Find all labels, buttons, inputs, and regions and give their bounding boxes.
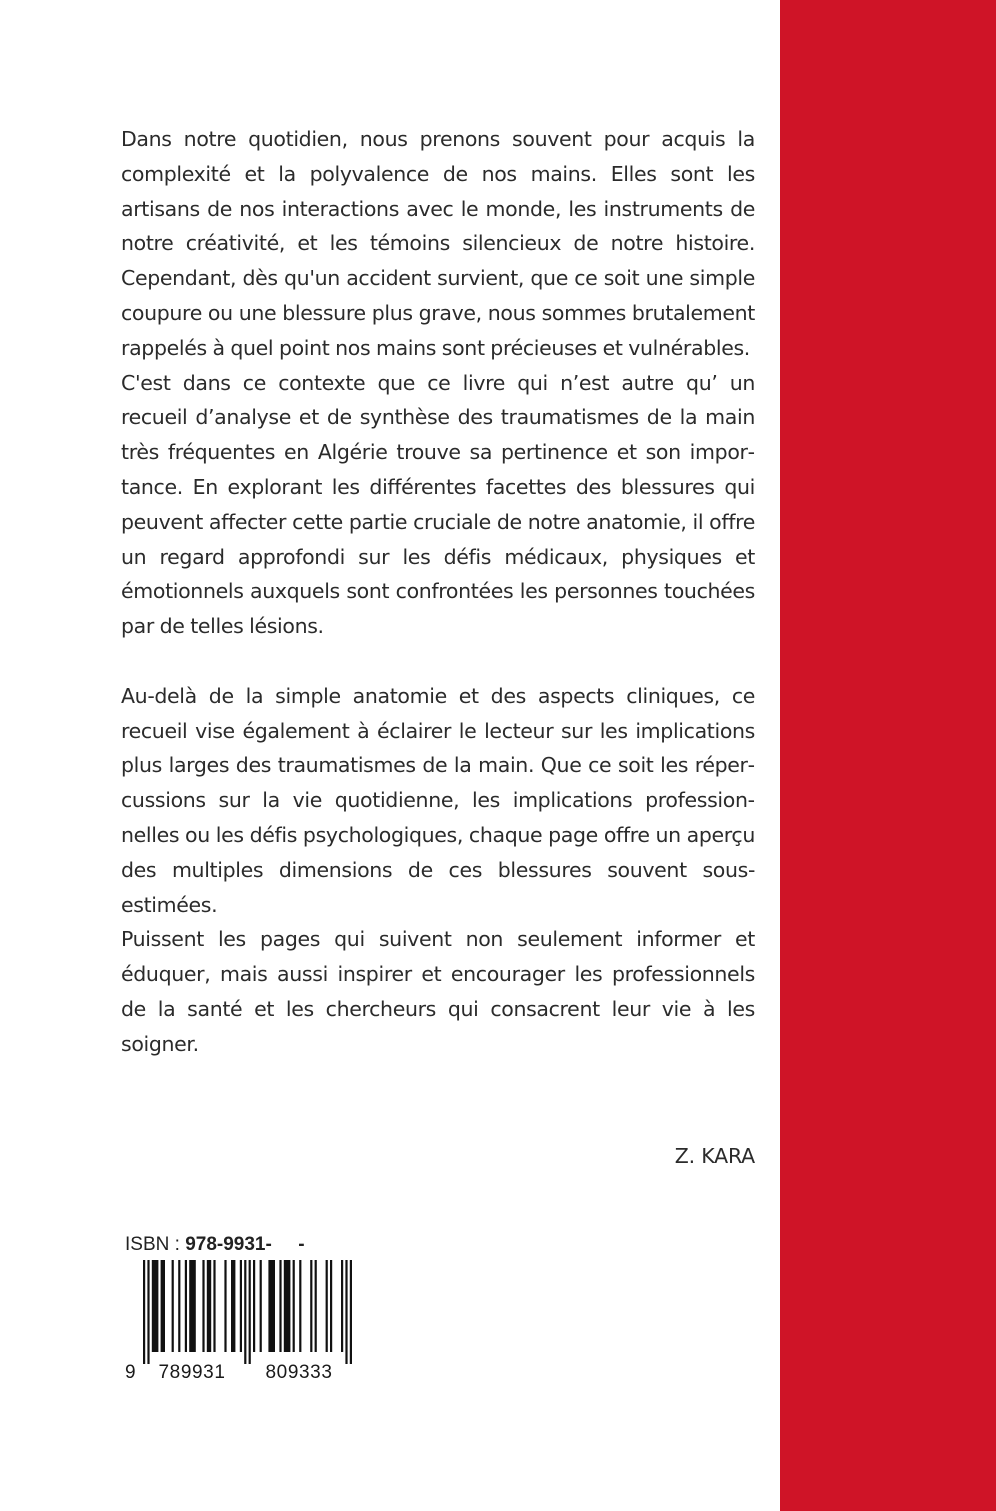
isbn-barcode [125,1260,361,1380]
paragraph-3: Au-delà de la simple anatomie et des aspects cliniques, ce recueil vise également à éclairer le lecteur sur les implications plus larges des traumatismes de la main. Que ce soit les répercussions sur la vie quotidienne, les implications professionnelles ou les défis psychologiques, chaque page offre un aperçu des multiples dimensions de ces blessures souvent sous-estimées. [121,683,755,917]
barcode-bar-5 [178,1260,180,1352]
barcode-bar-14 [244,1260,246,1364]
isbn-number: 978-9931- - [185,1234,305,1255]
barcode-bar-16 [253,1260,255,1352]
barcode-bars [143,1260,352,1364]
barcode-bar-0 [143,1260,145,1364]
barcode-bar-29 [350,1260,352,1364]
red-spine-band [780,0,996,1511]
barcode-bar-13 [240,1260,242,1352]
barcode-bar-23 [310,1260,312,1352]
isbn-label [125,1234,305,1256]
barcode-bar-6 [185,1260,187,1352]
barcode-first-digit: 9 [125,1362,136,1380]
barcode-bar-8 [202,1260,204,1352]
paragraph-1: Dans notre quotidien, nous prenons souvent pour acquis la complexité et la polyvalence de nos mains. Elles sont les artisans de nos interactions avec le monde, les instruments de notre créativité, et les témoins silencieux de notre histoire. Cependant, dès qu'un accident survient, que ce soit une simple coupure ou une blessure plus grave, nous sommes brutalement rappelés à quel point nos mains sont précieuses et vulnérables. [121,127,755,360]
barcode-bar-26 [330,1260,332,1352]
barcode-bar-18 [268,1260,275,1352]
paragraph-2: C'est dans ce contexte que ce livre qui n’est autre qu’ un recueil d’analyse et de synthèse des traumatismes de la main très fréquentes en Algérie trouve sa pertinence et son importance. En explorant les différentes facettes des blessures qui peuvent affecter cette partie cruciale de notre anatomie, il offre un regard approfondi sur les défis médicaux, physiques et émotionnels auxquels sont confrontées les personnes touchées par de telles lésions. [121,370,755,639]
barcode-bar-21 [293,1260,295,1352]
barcode-bar-15 [249,1260,251,1364]
barcode-bar-4 [172,1260,174,1352]
barcode-bar-7 [189,1260,196,1352]
barcode-bar-17 [260,1260,262,1352]
barcode-bar-2 [152,1260,159,1352]
author-signature: Z. KARA [674,1144,755,1168]
barcode-bar-22 [299,1260,301,1352]
barcode-bar-9 [207,1260,211,1352]
barcode-right-digits: 809333 [265,1362,333,1380]
barcode-bar-1 [147,1260,149,1364]
barcode-bar-25 [326,1260,328,1352]
blurb-text [121,122,755,1062]
barcode-left-digits: 789931 [158,1362,226,1380]
barcode-bar-3 [161,1260,165,1352]
barcode-bar-20 [284,1260,291,1352]
barcode-bar-10 [213,1260,215,1352]
barcode-bar-28 [345,1260,347,1364]
barcode-bar-11 [224,1260,226,1352]
paragraph-4: Puissent les pages qui suivent non seulement informer et éduquer, mais aussi inspirer et encourager les professionnels de la santé et les chercheurs qui consacrent leur vie à les soigner. [121,927,755,1056]
barcode-bar-27 [341,1260,343,1352]
barcode-bar-12 [231,1260,235,1352]
barcode-bar-24 [315,1260,317,1352]
isbn-prefix: ISBN : [125,1234,186,1255]
barcode-bar-19 [279,1260,281,1352]
